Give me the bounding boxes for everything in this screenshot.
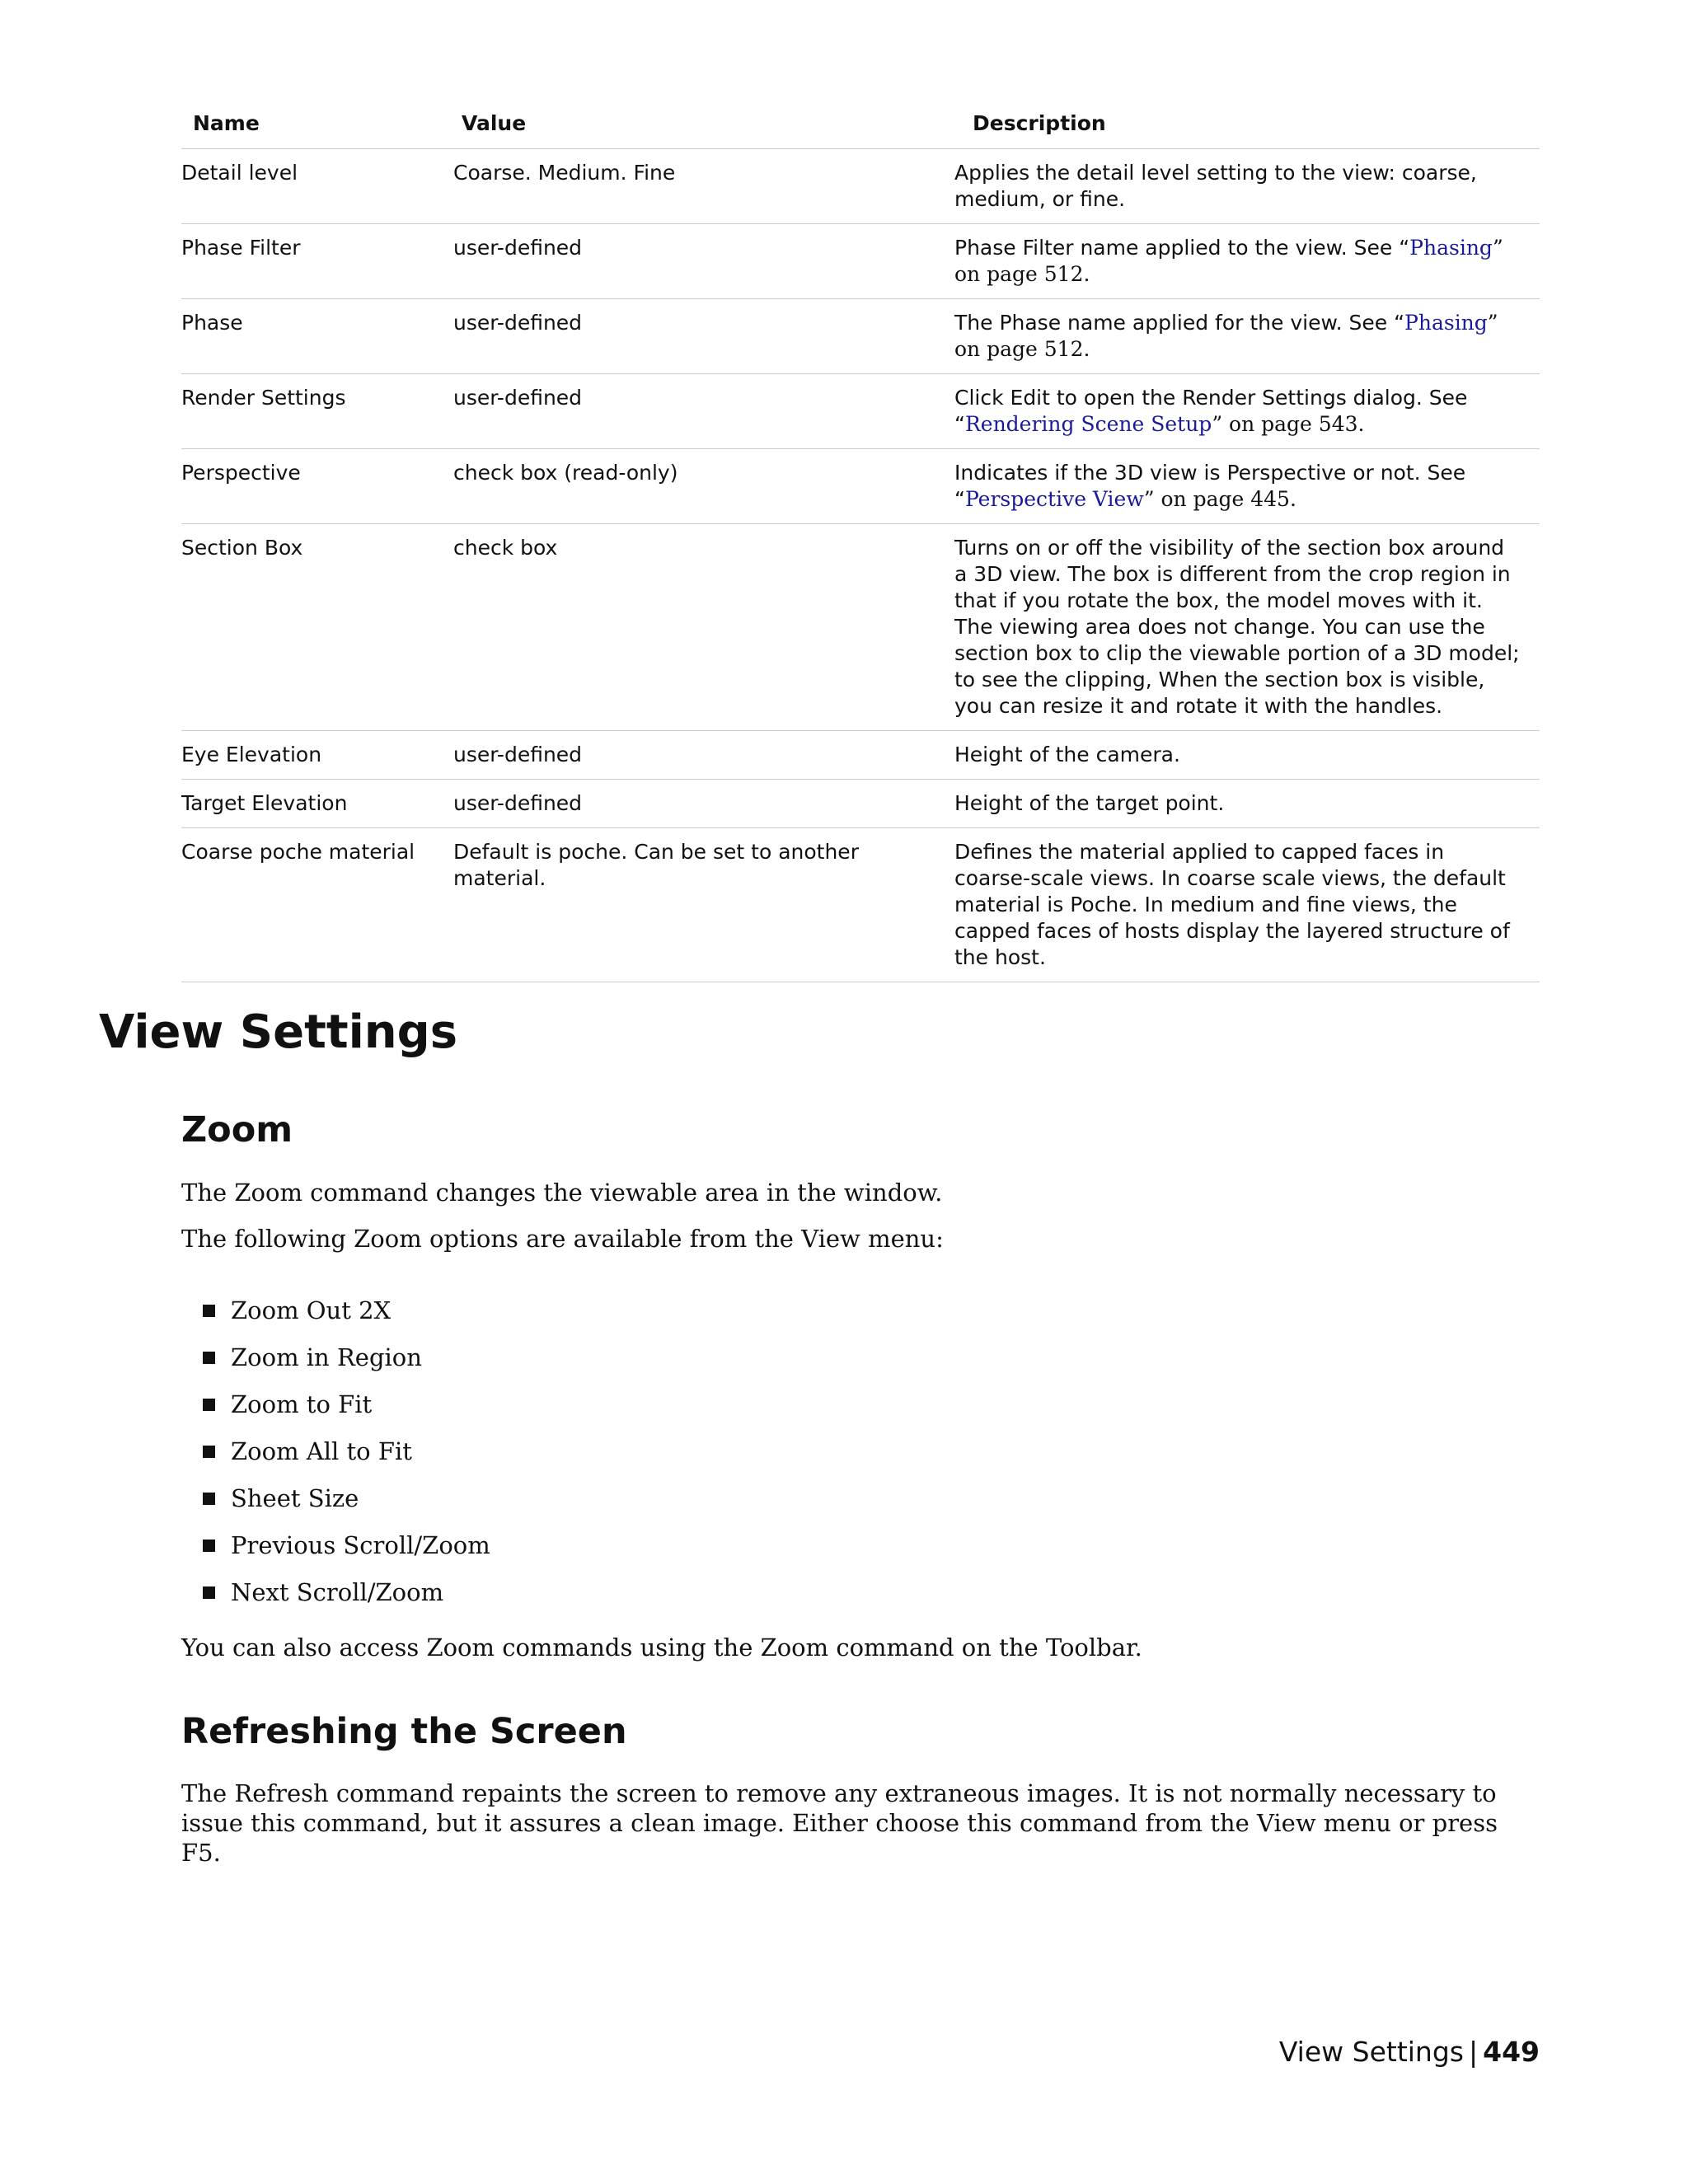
zoom-intro-1: The Zoom command changes the viewable area in the window. [181,1179,943,1207]
list-item [201,1287,490,1334]
row-name: Target Elevation [181,780,453,828]
perspective-view-link[interactable]: Perspective View [964,487,1144,511]
square-bullet-icon [203,1399,215,1411]
row-name: Phase [181,299,453,374]
table-row [181,449,1540,524]
row-value: user-defined [453,299,954,374]
row-description [954,374,1540,449]
phasing-link[interactable]: Phasing [1409,236,1493,260]
list-item [201,1475,490,1522]
square-bullet-icon [203,1305,215,1317]
description-text: Indicates if the 3D view is Perspective or not. See “ [954,461,1466,511]
row-description: Applies the detail level setting to the view: coarse, medium, or fine. [954,149,1540,224]
list-item-label: Previous Scroll/Zoom [231,1531,490,1559]
table-row [181,780,1540,828]
footer-section-name: View Settings [1278,2036,1464,2068]
row-name: Coarse poche material [181,828,453,982]
row-description [954,449,1540,524]
list-item [201,1569,490,1616]
square-bullet-icon [203,1586,215,1599]
list-item-label: Zoom to Fit [231,1390,373,1418]
table-header-row [181,101,1540,149]
table-row [181,828,1540,982]
row-name: Perspective [181,449,453,524]
page-number: 449 [1483,2036,1540,2068]
zoom-toolbar-note: You can also access Zoom commands using the Zoom command on the Toolbar. [181,1633,1142,1661]
row-description [954,224,1540,299]
square-bullet-icon [203,1540,215,1552]
list-item-label: Sheet Size [231,1484,359,1512]
row-value: check box [453,524,954,731]
column-header-value: Value [453,101,954,149]
row-description [954,299,1540,374]
column-header-description: Description [954,101,1540,149]
row-description: Height of the camera. [954,731,1540,780]
table-row [181,224,1540,299]
page-reference: ” on page 512. [954,236,1503,286]
square-bullet-icon [203,1493,215,1505]
page-reference: ” on page 512. [954,311,1498,361]
row-name: Phase Filter [181,224,453,299]
column-header-name: Name [181,101,453,149]
square-bullet-icon [203,1446,215,1458]
view-properties-table [181,101,1540,982]
row-name: Section Box [181,524,453,731]
list-item-label: Zoom Out 2X [231,1296,392,1324]
row-name: Eye Elevation [181,731,453,780]
page-reference: ” on page 445. [1143,487,1296,511]
square-bullet-icon [203,1352,215,1364]
list-item [201,1522,490,1569]
row-value: user-defined [453,224,954,299]
description-text: Phase Filter name applied to the view. See “ [954,236,1410,260]
row-value: check box (read-only) [453,449,954,524]
zoom-intro-2: The following Zoom options are available from the View menu: [181,1225,944,1253]
row-description: Turns on or off the visibility of the section box around a 3D view. The box is different from the crop region in that if you rotate the box, the model moves with it. The viewing area does not change. You can use the section box to clip the viewable portion of a 3D model; to see the clipping, When the section box is visible, you can resize it and rotate it with the handles. [954,524,1540,731]
description-text: Click Edit to open the Render Settings dialog. See “ [954,386,1468,436]
zoom-heading: Zoom [181,1109,293,1151]
list-item [201,1381,490,1428]
footer-separator: | [1468,2036,1479,2068]
row-name: Render Settings [181,374,453,449]
rendering-scene-setup-link[interactable]: Rendering Scene Setup [964,412,1212,436]
list-item [201,1428,490,1475]
zoom-options-list [201,1287,490,1616]
row-value: user-defined [453,731,954,780]
table-row [181,374,1540,449]
page-footer [1279,2036,1540,2069]
table-row [181,149,1540,224]
table-row [181,731,1540,780]
row-name: Detail level [181,149,453,224]
row-value: Default is poche. Can be set to another material. [453,828,954,982]
table-row [181,299,1540,374]
row-value: user-defined [453,374,954,449]
phasing-link[interactable]: Phasing [1404,311,1488,335]
row-value: user-defined [453,780,954,828]
list-item-label: Zoom in Region [231,1343,422,1371]
row-description: Defines the material applied to capped faces in coarse-scale views. In coarse scale views, the default material is Poche. In medium and fine views, the capped faces of hosts display the layered structure of the host. [954,828,1540,982]
row-value: Coarse. Medium. Fine [453,149,954,224]
refresh-body: The Refresh command repaints the screen to remove any extraneous images. It is not normally necessary to issue this command, but it assures a clean image. Either choose this command from the View menu or press F5. [181,1779,1498,1867]
list-item [201,1334,490,1381]
page-reference: ” on page 543. [1212,412,1365,436]
list-item-label: Zoom All to Fit [231,1437,412,1465]
description-text: The Phase name applied for the view. See “ [954,311,1405,335]
row-description: Height of the target point. [954,780,1540,828]
list-item-label: Next Scroll/Zoom [231,1578,444,1606]
section-title: View Settings [99,1005,458,1059]
table-row [181,524,1540,731]
refresh-heading: Refreshing the Screen [181,1711,627,1752]
